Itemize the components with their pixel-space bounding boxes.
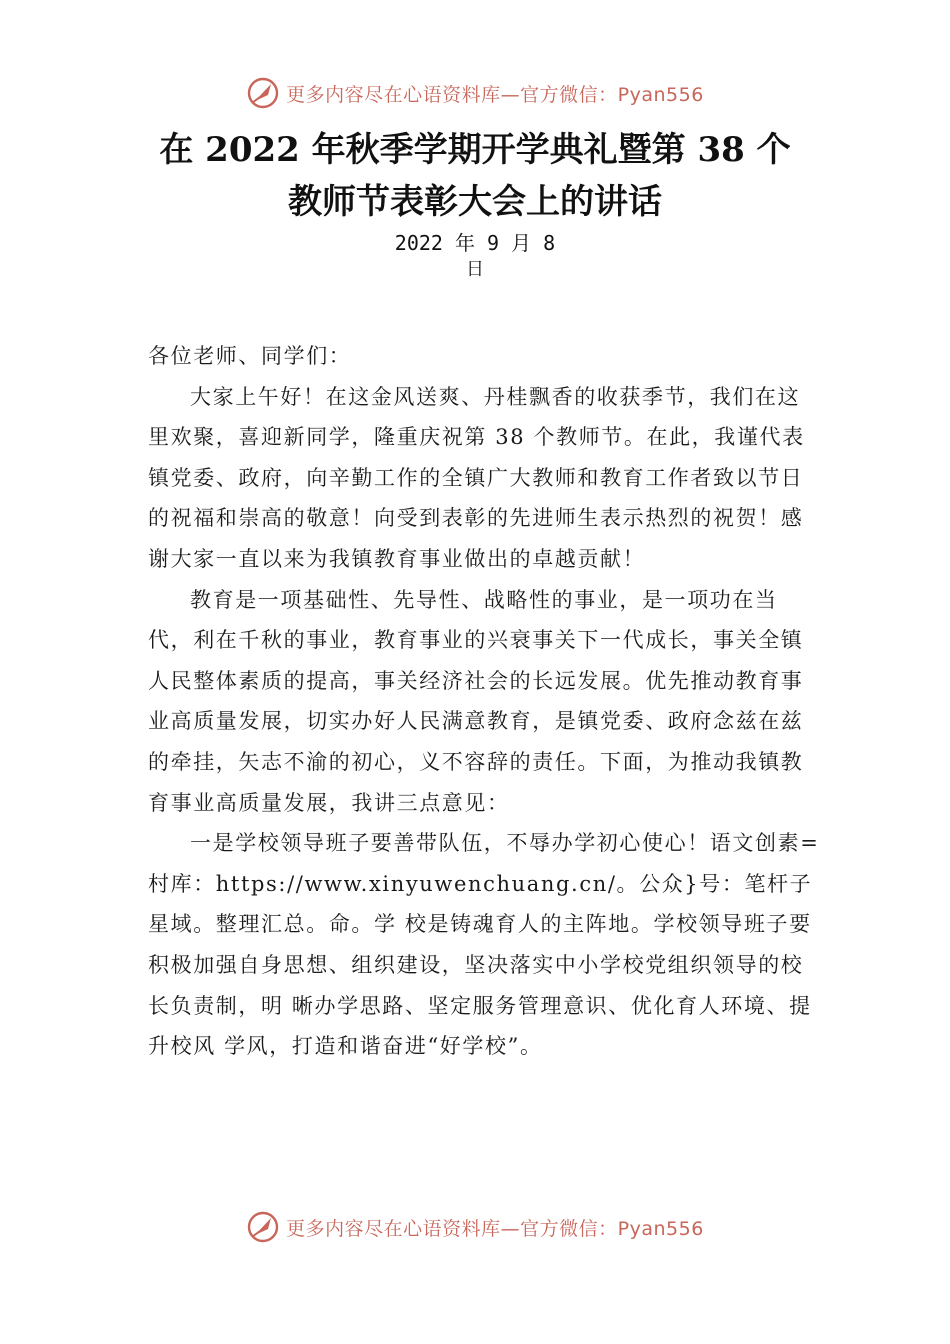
quill-circle-logo-icon — [246, 1210, 280, 1244]
date-line-2: 日 — [466, 259, 484, 280]
watermark-header — [0, 76, 950, 110]
watermark-footer — [0, 1210, 950, 1244]
title-line-2: 教师节表彰大会上的讲话 — [288, 182, 662, 222]
paragraph-2: 教育是一项基础性、先导性、战略性的事业，是一项功在当代，利在千秋的事业，教育事业的兴衰事关下一代成长，事关全镇人民整体素质的提高，事关经济社会的长远发展。优先推动教育事业高质量发展，切实办好人民满意教育，是镇党委、政府念兹在兹的牵挂，矢志不渝的初心，义不容辞的责任。下面，为推动我镇教育事业高质量发展，我讲三点意见： — [148, 587, 804, 815]
greeting: 各位老师、同学们： — [148, 344, 352, 368]
paragraph-3: 一是学校领导班子要善带队伍，不辱办学初心使心！语文创素=村库：https://www.xinyuwenchuang.cn/。公众}号：笔杆子星域。整理汇总。命。学 校是铸魂育人的主阵地。学校领导班子要积极加强自身思想、组织建设，坚决落实中小学校党组织领导的校长负责制，明 晰办学思路、坚定服务管理意识、优化育人环境、提升校风 学风，打造和谐奋进“好学校”。 — [148, 831, 820, 1059]
title-line-1: 在 2022 年秋季学期开学典礼暨第 38 个 — [159, 130, 791, 170]
document-title — [0, 124, 950, 228]
quill-circle-logo-icon — [246, 76, 280, 110]
watermark-text: 更多内容尽在心语资料库—官方微信：Pyan556 — [286, 1217, 704, 1240]
document-date — [0, 228, 950, 282]
paragraph-1: 大家上午好！在这金风送爽、丹桂飘香的收获季节，我们在这里欢聚，喜迎新同学，隆重庆祝第 38 个教师节。在此，我谨代表镇党委、政府，向辛勤工作的全镇广大教师和教育工作者致以节日的祝福和崇高的敬意！向受到表彰的先进师生表示热烈的祝贺！感谢大家一直以来为我镇教育事业做出的卓越贡献！ — [148, 384, 805, 571]
speech-body — [148, 336, 820, 1067]
watermark-text: 更多内容尽在心语资料库—官方微信：Pyan556 — [286, 83, 704, 106]
date-line-1: 2022 年 9 月 8 — [394, 231, 556, 255]
